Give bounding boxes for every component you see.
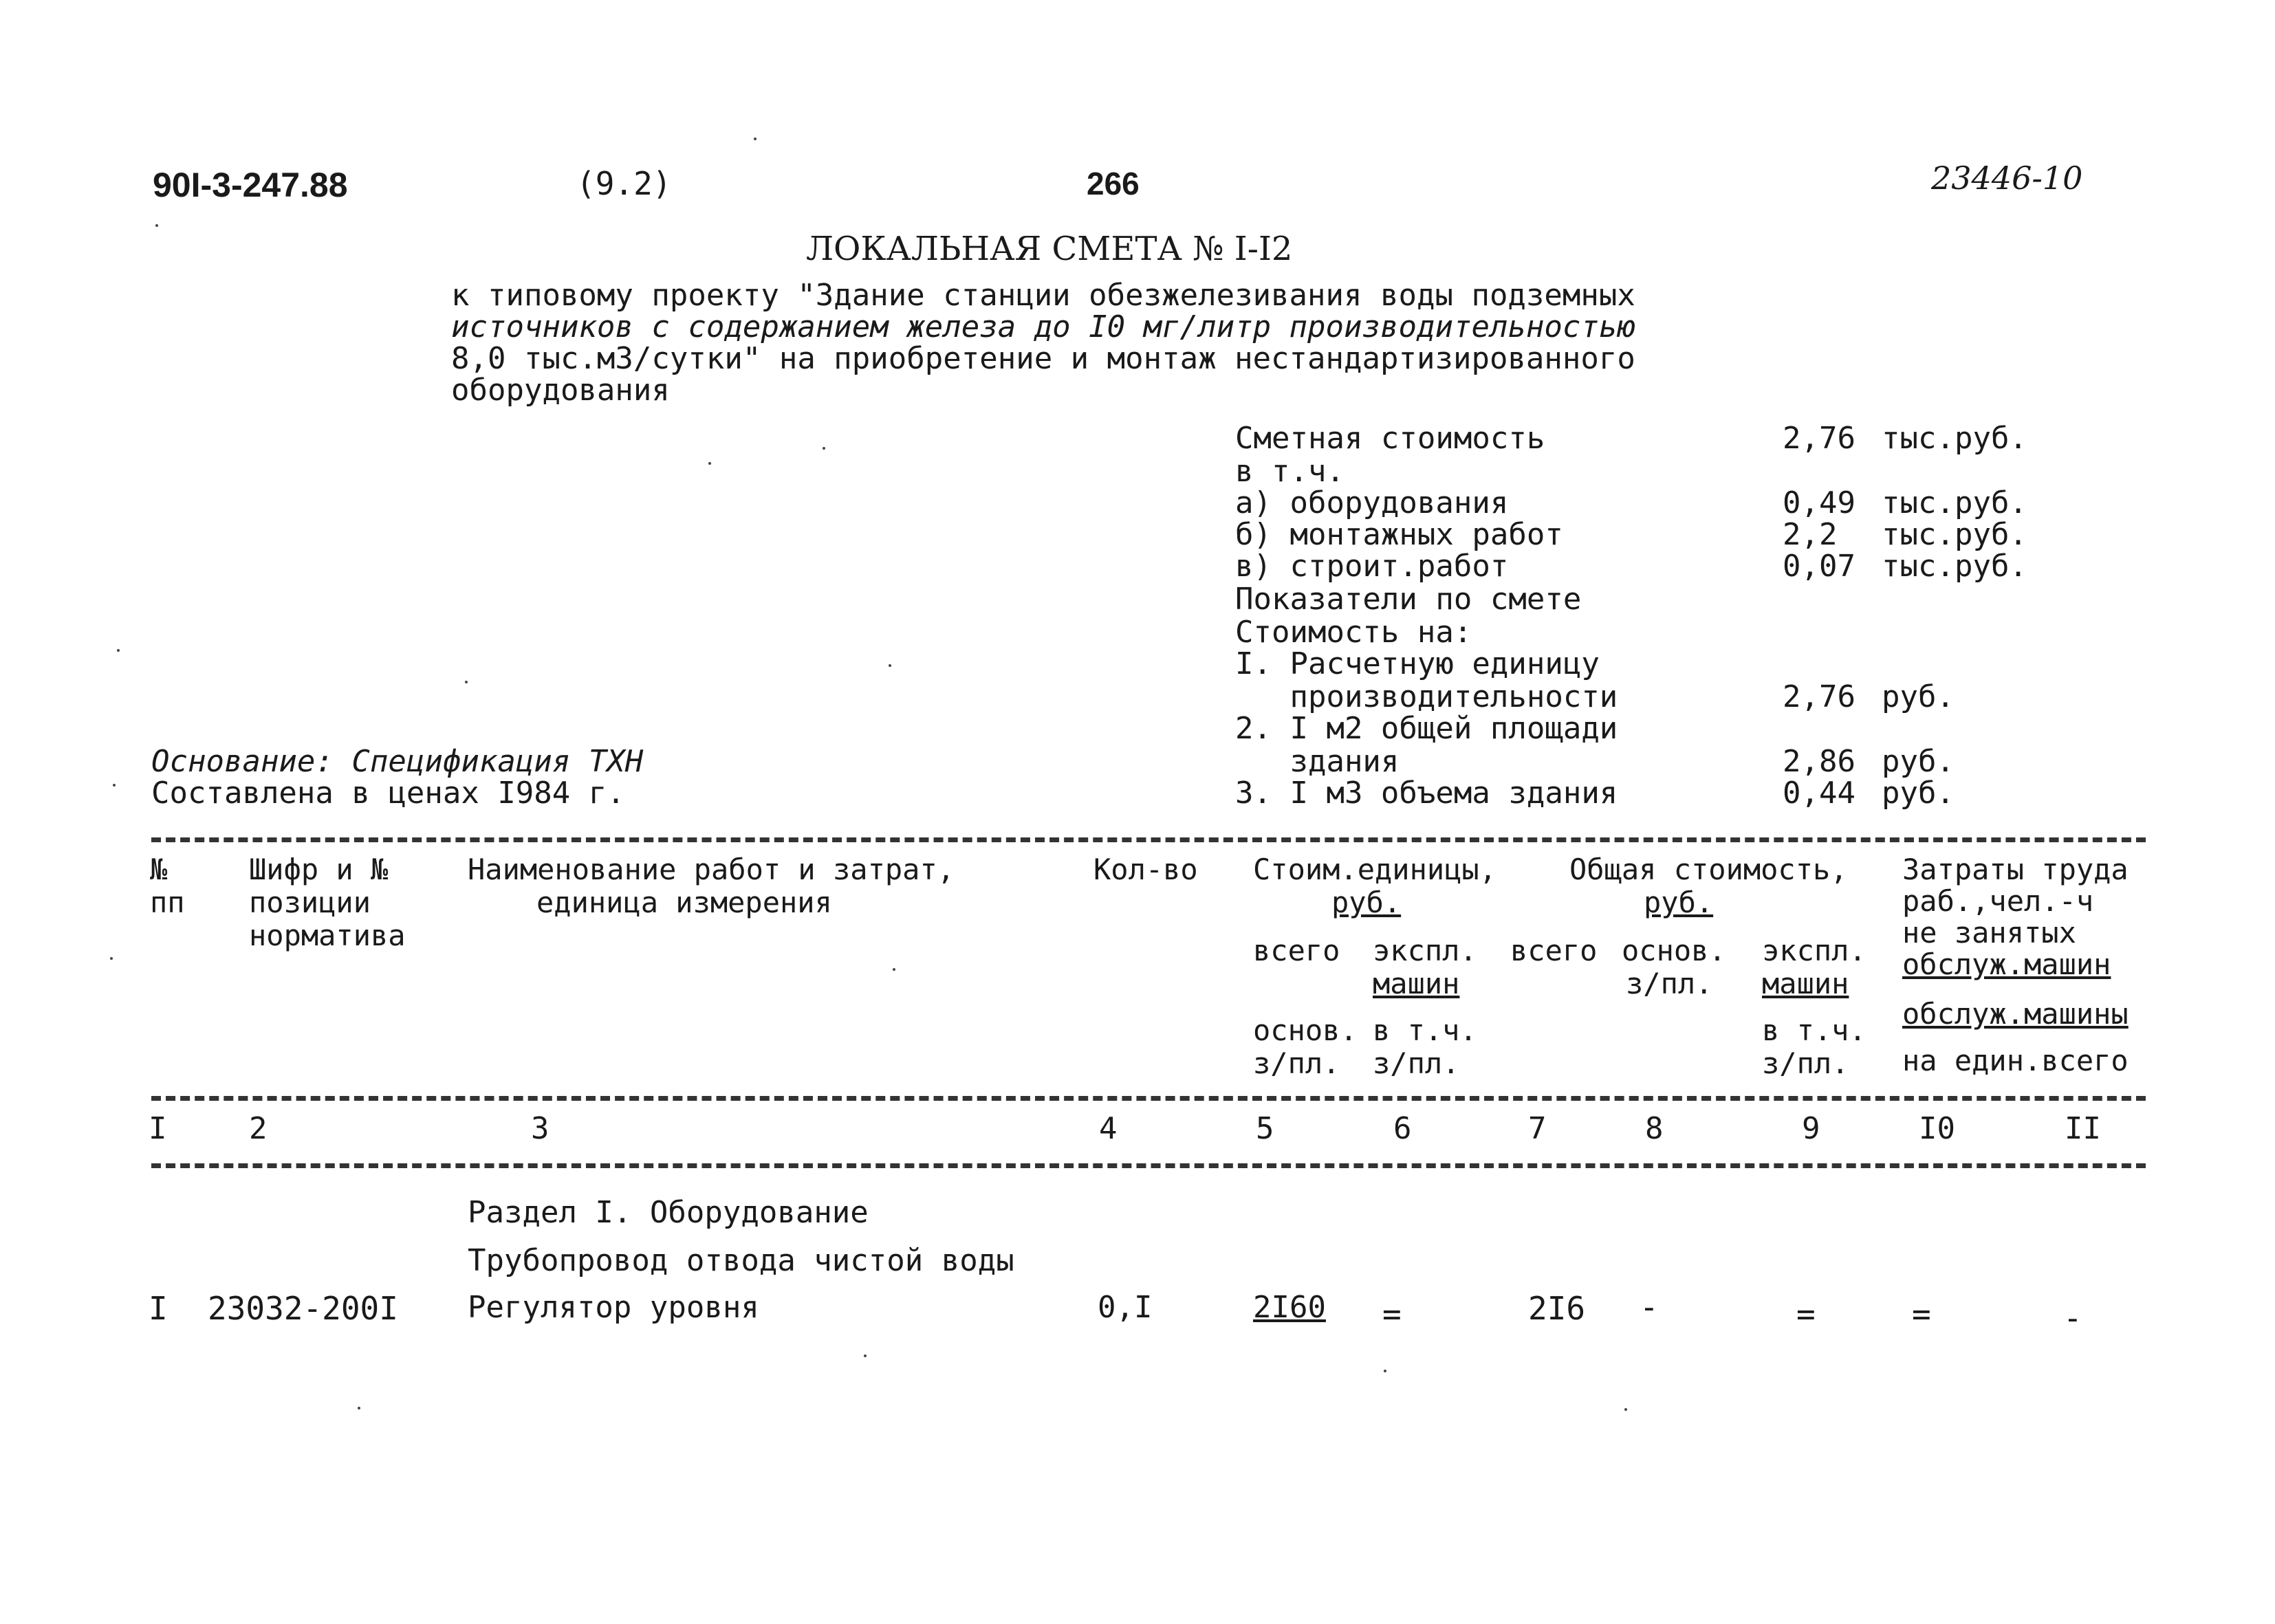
subheader: экспл. [1762, 934, 1866, 967]
summary-unit: тыс.руб. [1882, 485, 2027, 520]
col-header-labor: раб.,чел.-ч [1902, 884, 2094, 918]
col-number: 6 [1393, 1111, 1412, 1146]
row-total-all: 2I6 [1528, 1290, 1586, 1327]
doc-number: 23446-10 [1931, 160, 2083, 197]
scan-speck [358, 1407, 360, 1409]
scan-speck [110, 957, 113, 960]
col-number: 5 [1256, 1111, 1274, 1146]
table-header-rule [151, 1096, 2146, 1101]
summary-unit: тыс.руб. [1882, 517, 2027, 552]
col-header-unit-cost: Стоим.единицы, [1253, 853, 1497, 886]
summary-value: 0,44 [1783, 776, 1855, 811]
col-number: 4 [1099, 1111, 1118, 1146]
summary-unit: руб. [1882, 744, 1955, 779]
row-labor-unit: = [1912, 1295, 1931, 1332]
scan-speck [864, 1354, 867, 1357]
page-number: 266 [1087, 166, 1140, 201]
col-header-qty: Кол-во [1093, 853, 1198, 886]
summary-value: 0,49 [1783, 485, 1855, 520]
document-title: ЛОКАЛЬНАЯ СМЕТА № I-I2 [806, 230, 1293, 268]
col-header-num: пп [150, 886, 185, 919]
summary-value: 2,2 [1783, 517, 1838, 552]
row-code: 23032-200I [208, 1290, 398, 1327]
col-number: 3 [531, 1111, 549, 1146]
col-header-code: позиции [249, 886, 371, 919]
subheader: з/пл. [1626, 967, 1713, 1000]
col-header-name: единица измерения [536, 886, 832, 919]
summary-label: Стоимость на: [1235, 615, 1472, 650]
row-labor-total: - [2063, 1299, 2082, 1337]
col-header-num: № [150, 853, 168, 886]
scan-speck [1624, 1408, 1627, 1411]
col-header-total-cost-rub: руб. [1644, 886, 1714, 919]
subtitle-line: 8,0 тыс.м3/сутки" на приобретение и монтаж нестандартизированного [451, 341, 1635, 376]
project-code: 90I-3-247.88 [153, 166, 348, 204]
subheader: всего [1253, 934, 1340, 967]
summary-label: здания [1235, 744, 1400, 779]
subheader: экспл. [1373, 934, 1477, 967]
table-top-rule [151, 837, 2146, 842]
subheader: всего [1510, 934, 1598, 967]
summary-label: Показатели по смете [1235, 582, 1582, 617]
scan-speck [155, 224, 158, 227]
summary-value: 0,07 [1783, 549, 1855, 584]
col-number: I [149, 1111, 167, 1146]
summary-label: в т.ч. [1235, 454, 1345, 489]
summary-unit: руб. [1882, 679, 1955, 714]
col-header-code: норматива [249, 919, 406, 952]
scan-speck [754, 138, 756, 140]
summary-label: I. Расчетную единицу [1235, 646, 1600, 681]
col-header-unit-cost-rub: руб. [1331, 886, 1402, 919]
subheader: машин [1373, 967, 1460, 1000]
summary-label: в) строит.работ [1235, 549, 1509, 584]
col-number: I0 [1919, 1111, 1955, 1146]
col-header-labor: на един.всего [1902, 1044, 2129, 1077]
subheader: машин [1762, 967, 1849, 1000]
col-number: II [2065, 1111, 2101, 1146]
summary-label: а) оборудования [1235, 485, 1509, 520]
col-header-labor: обслуж.машины [1902, 997, 2129, 1031]
basis-line: Основание: Спецификация ТХН [151, 744, 644, 779]
col-number: 2 [249, 1111, 268, 1146]
summary-label: б) монтажных работ [1235, 517, 1563, 552]
section-code: (9.2) [576, 165, 672, 202]
col-header-labor: Затраты труда [1902, 853, 2129, 886]
section-title: Раздел I. Оборудование [468, 1195, 869, 1230]
row-qty: 0,I [1098, 1290, 1153, 1325]
scan-speck [117, 649, 120, 652]
summary-value: 2,76 [1783, 679, 1855, 714]
summary-label: 2. I м2 общей площади [1235, 711, 1618, 746]
subheader: з/пл. [1253, 1046, 1340, 1080]
row-total-osn: - [1640, 1288, 1659, 1326]
scan-speck [113, 784, 116, 787]
row-total-expl: = [1796, 1295, 1816, 1332]
subtitle-line: оборудования [451, 373, 670, 408]
col-header-name: Наименование работ и затрат, [468, 853, 955, 886]
summary-label: 3. I м3 объема здания [1235, 776, 1618, 811]
col-number: 9 [1802, 1111, 1820, 1146]
table-body-rule [151, 1163, 2146, 1168]
subheader: основ. [1253, 1013, 1358, 1047]
subheader: з/пл. [1762, 1046, 1849, 1080]
summary-unit: тыс.руб. [1882, 549, 2027, 584]
subtitle-line: к типовому проекту "Здание станции обезжелезивания воды подземных [451, 278, 1635, 313]
summary-label: Сметная стоимость [1235, 421, 1545, 456]
subheader: основ. [1622, 934, 1726, 967]
scan-speck [823, 447, 825, 450]
scan-speck [893, 968, 895, 971]
scan-speck [708, 462, 711, 465]
summary-value: 2,86 [1783, 744, 1855, 779]
summary-unit: руб. [1882, 776, 1955, 811]
subtitle-line: источников с содержанием железа до I0 мг/литр производительностью [451, 309, 1635, 344]
col-number: 8 [1645, 1111, 1664, 1146]
basis-line: Составлена в ценах I984 г. [151, 776, 625, 811]
row-name: Регулятор уровня [468, 1290, 759, 1325]
col-header-total-cost: Общая стоимость, [1569, 853, 1848, 886]
subheader: з/пл. [1373, 1046, 1460, 1080]
scan-speck [889, 664, 891, 667]
scan-speck [465, 681, 468, 683]
summary-unit: тыс.руб. [1882, 421, 2027, 456]
row-number: I [149, 1290, 168, 1327]
col-number: 7 [1528, 1111, 1547, 1146]
scan-speck [1384, 1370, 1386, 1372]
summary-label: производительности [1235, 679, 1618, 714]
col-header-labor: обслуж.машин [1902, 947, 2111, 981]
col-header-labor: не занятых [1902, 916, 2076, 950]
group-title: Трубопровод отвода чистой воды [468, 1243, 1014, 1278]
row-unit-expl: = [1382, 1295, 1402, 1332]
summary-value: 2,76 [1783, 421, 1855, 456]
col-header-code: Шифр и № [249, 853, 389, 886]
subheader: в т.ч. [1373, 1013, 1477, 1047]
subheader: в т.ч. [1762, 1013, 1866, 1047]
row-unit-all: 2I60 [1253, 1290, 1326, 1325]
